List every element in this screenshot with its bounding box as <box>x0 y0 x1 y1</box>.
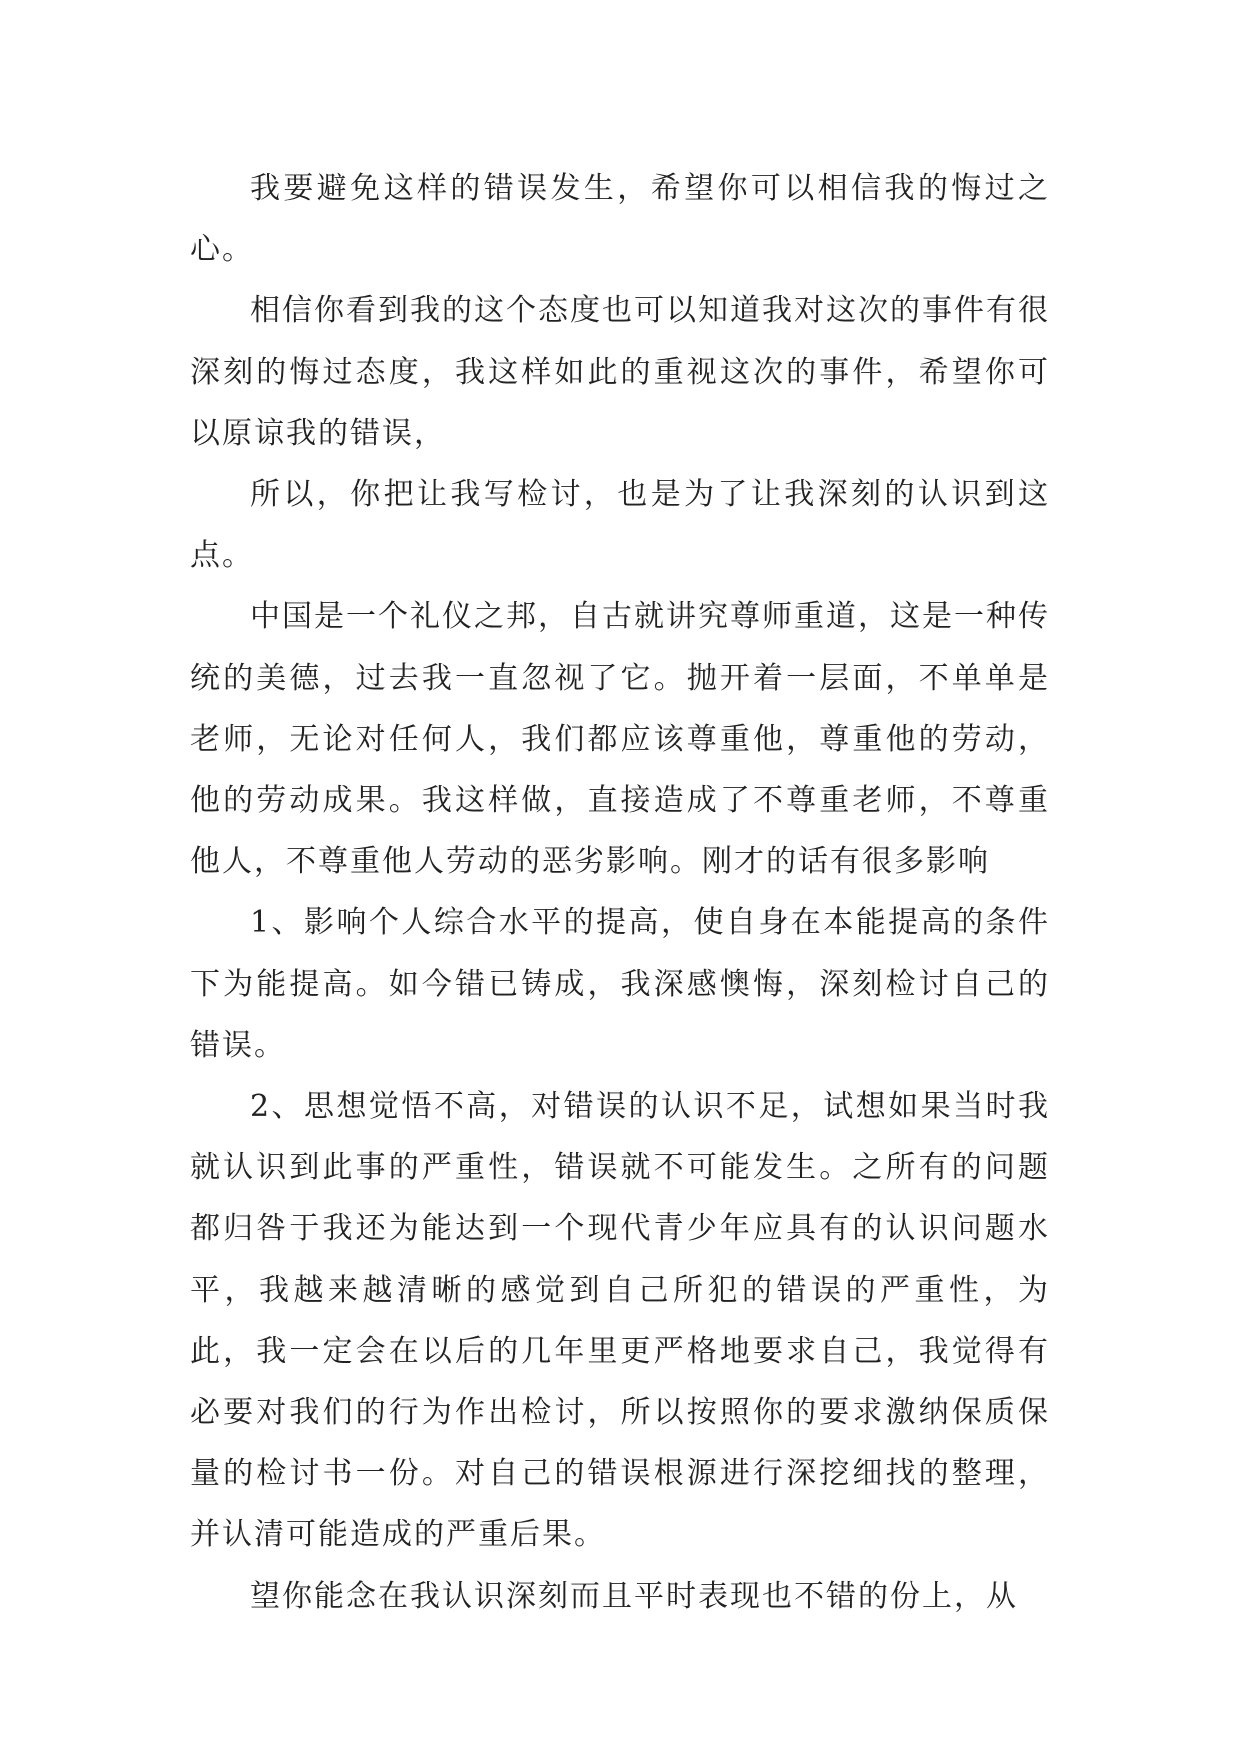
paragraph-1: 我要避免这样的错误发生，希望你可以相信我的悔过之心。 <box>190 171 1050 268</box>
paragraph-6: 2、思想觉悟不高，对错误的认识不足，试想如果当时我就认识到此事的严重性，错误就不可能发生。之所有的问题都归咎于我还为能达到一个现代青少年应具有的认识问题水平，我越来越清晰的感觉到自己所犯的错误的严重性，为此，我一定会在以后的几年里更严格地要求自己，我觉得有必要对我们的行为作出检讨，所以按照你的要求激纳保质保量的检讨书一份。对自己的错误根源进行深挖细找的整理，并认清可能造成的严重后果。 <box>190 1089 1050 1553</box>
paragraph-4: 中国是一个礼仪之邦，自古就讲究尊师重道，这是一种传统的美德，过去我一直忽视了它。抛开着一层面，不单单是老师，无论对任何人，我们都应该尊重他，尊重他的劳动，他的劳动成果。我这样做，直接造成了不尊重老师，不尊重他人，不尊重他人劳动的恶劣影响。刚才的话有很多影响 <box>190 599 1050 880</box>
paragraph-5: 1、影响个人综合水平的提高，使自身在本能提高的条件下为能提高。如今错已铸成，我深感懊悔，深刻检讨自己的错误。 <box>190 905 1050 1063</box>
paragraph-7: 望你能念在我认识深刻而且平时表现也不错的份上，从 <box>250 1578 1018 1614</box>
paragraph-3: 所以，你把让我写检讨，也是为了让我深刻的认识到这点。 <box>190 477 1050 574</box>
paragraph-2: 相信你看到我的这个态度也可以知道我对这次的事件有很深刻的悔过态度，我这样如此的重视这次的事件，希望你可以原谅我的错误， <box>190 293 1050 451</box>
document-body <box>190 158 1050 1627</box>
